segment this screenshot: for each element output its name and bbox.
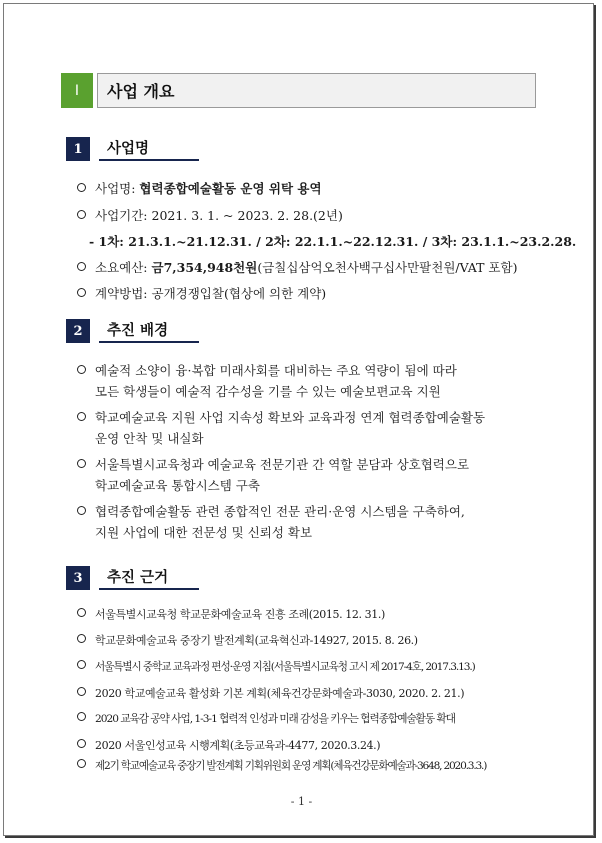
bullet-circle-icon [77, 412, 86, 421]
section-number: 3 [66, 566, 90, 590]
background-item-2-cont: 운영 안착 및 내실화 [95, 431, 204, 446]
overview-contract: 계약방법: 공개경쟁입찰(협상에 의한 계약) [77, 284, 326, 302]
bullet-circle-icon [77, 506, 86, 515]
background-item-2: 학교예술교육 지원 사업 지속성 확보와 교육과정 연계 협력종합예술활동 [77, 408, 485, 426]
background-item-4-cont: 지원 사업에 대한 전문성 및 신뢰성 확보 [95, 525, 313, 540]
background-item-1: 예술적 소양이 융·복합 미래사회를 대비하는 주요 역량이 됨에 따라 [77, 361, 457, 379]
section-number: 1 [66, 137, 90, 161]
bullet-circle-icon [77, 759, 86, 768]
bullet-circle-icon [77, 687, 86, 696]
basis-item-5: 2020 교육감 공약 사업, 1-3-1 협력적 인성과 미래 감성을 키우는 협력종합예술활동 확대 [77, 711, 455, 726]
overview-period: 사업기간: 2021. 3. 1. ~ 2023. 2. 28.(2년) [77, 206, 343, 224]
section-header-2 [66, 317, 199, 343]
main-section-title: 사업 개요 [97, 73, 536, 108]
section-title: 추진 배경 [99, 317, 199, 343]
background-item-3: 서울특별시교육청과 예술교육 전문기관 간 역할 분담과 상호협력으로 [77, 455, 469, 473]
main-section-header [61, 73, 536, 108]
basis-item-7: 제2기 학교예술교육 중장기 발전계획 기획위원회 운영 계획(체육건강문화예술과-3648, 2020.3.3.) [77, 758, 486, 773]
bullet-circle-icon [77, 459, 86, 468]
basis-item-3: 서울특별시 중학교 교육과정 편성·운영 지침(서울특별시교육청 고시 제 2017-4호, 2017.3.13.) [77, 659, 475, 674]
bullet-circle-icon [77, 183, 86, 192]
bullet-circle-icon [77, 288, 86, 297]
bullet-circle-icon [77, 634, 86, 643]
bullet-circle-icon [77, 608, 86, 617]
background-item-4: 협력종합예술활동 관련 종합적인 전문 관리·운영 시스템을 구축하여, [77, 502, 465, 520]
section-header-1 [66, 135, 199, 161]
bullet-circle-icon [77, 660, 86, 669]
document-page [3, 3, 594, 836]
background-item-3-cont: 학교예술교육 통합시스템 구축 [95, 478, 260, 493]
overview-name: 사업명: 협력종합예술활동 운영 위탁 용역 [77, 179, 322, 197]
bullet-circle-icon [77, 739, 86, 748]
section-number: 2 [66, 319, 90, 343]
bullet-circle-icon [77, 210, 86, 219]
bullet-circle-icon [77, 262, 86, 271]
section-title: 사업명 [99, 135, 199, 161]
page-number: - 1 - [290, 795, 313, 808]
bullet-circle-icon [77, 365, 86, 374]
section-title: 추진 근거 [99, 564, 199, 590]
main-section-number: Ⅰ [61, 73, 93, 108]
overview-phases: - 1차: 21.3.1.~21.12.31. / 2차: 22.1.1.~22.12.31. / 3차: 23.1.1.~23.2.28. [89, 234, 577, 249]
basis-item-4: 2020 학교예술교육 활성화 기본 계획(체육건강문화예술과-3030, 2020. 2. 21.) [77, 685, 464, 701]
section-header-3 [66, 564, 199, 590]
overview-budget: 소요예산: 금7,354,948천원(금칠십삼억오천사백구십사만팔천원/VAT 포함) [77, 258, 517, 276]
bullet-circle-icon [77, 712, 86, 721]
background-item-1-cont: 모든 학생들이 예술적 감수성을 기를 수 있는 예술보편교육 지원 [95, 384, 441, 399]
basis-item-1: 서울특별시교육청 학교문화예술교육 진흥 조례(2015. 12. 31.) [77, 606, 385, 622]
basis-item-6: 2020 서울인성교육 시행계획(초등교육과-4477, 2020.3.24.) [77, 737, 380, 753]
basis-item-2: 학교문화예술교육 중장기 발전계획(교육혁신과-14927, 2015. 8. 26.) [77, 632, 418, 648]
